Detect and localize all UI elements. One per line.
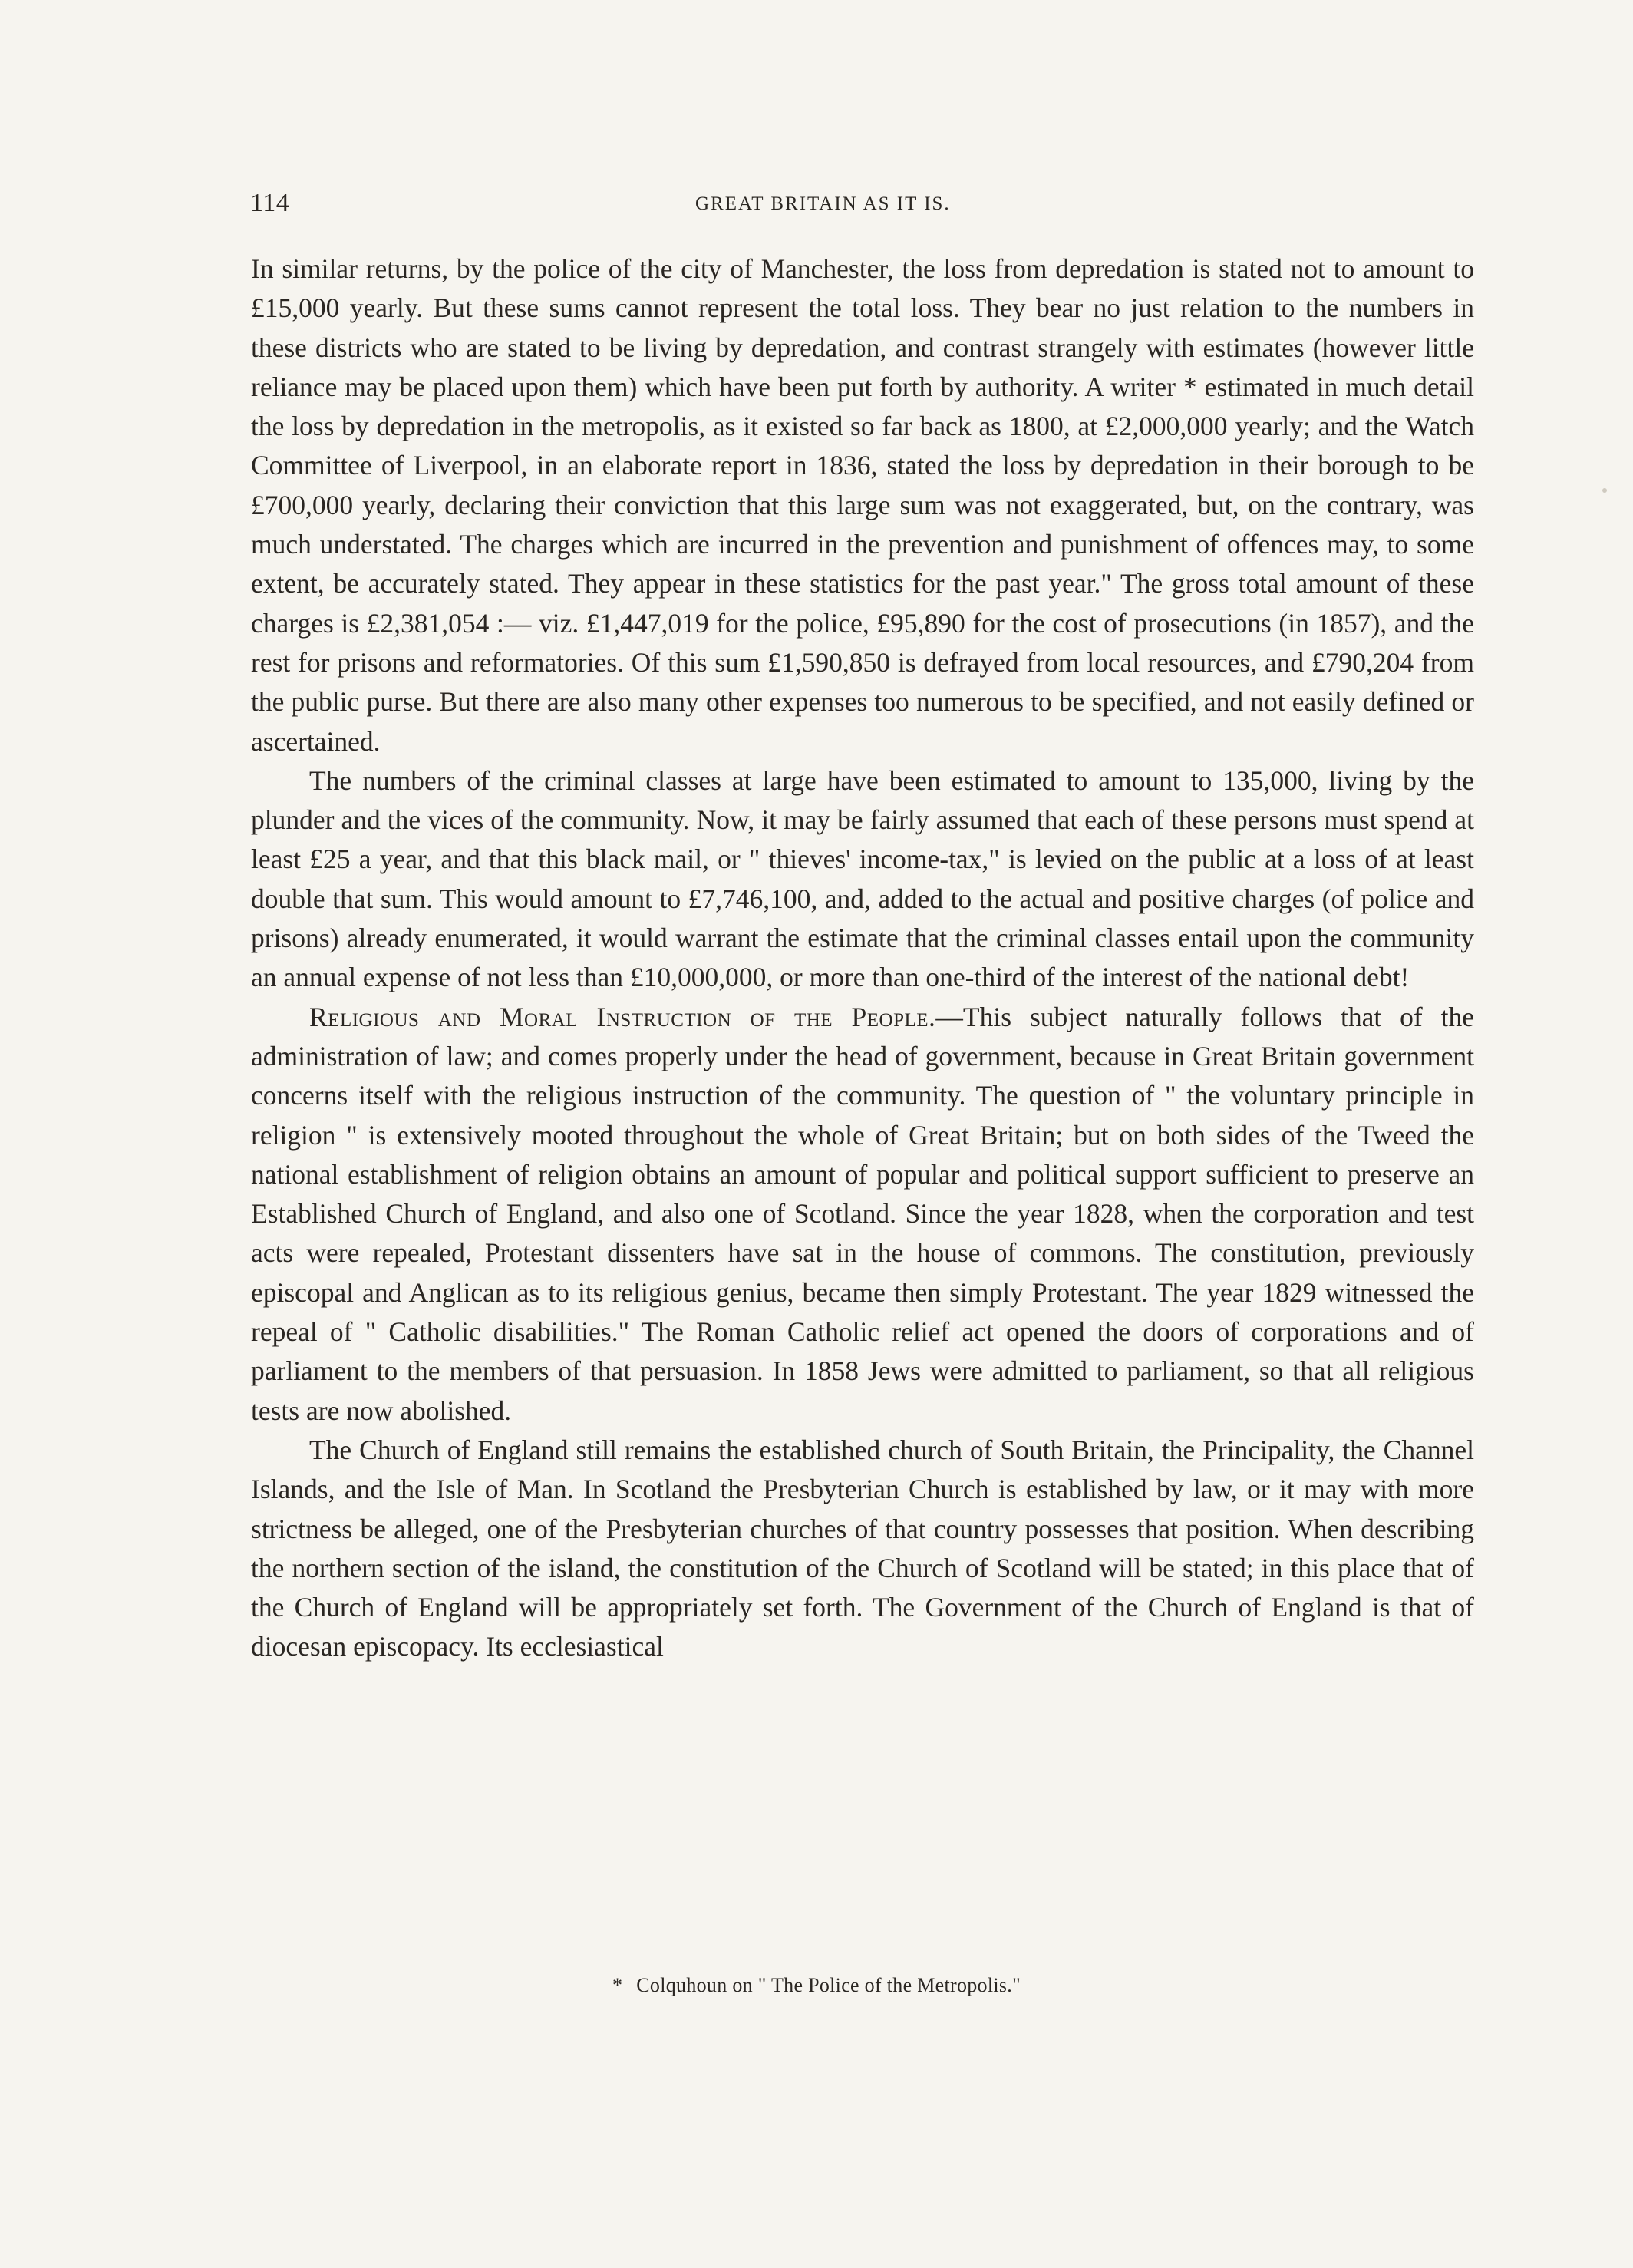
section-heading: Religious and Moral Instruction of the People. bbox=[309, 1001, 936, 1032]
page-number: 114 bbox=[250, 189, 290, 217]
paragraph-depredation-losses: In similar returns, by the police of the city of Manchester, the loss from depredation is stated not to amount to £15,000 yearly. But these sums cannot represent the total loss. They bear no just relation to the numbers in these districts who are stated to be living by depredation, and contrast strangely with estimates (however little reliance may be placed upon them) which have been put forth by authority. A writer * estimated in much detail the loss by depredation in the metropolis, as it existed so far back as 1800, at £2,000,000 yearly; and the Watch Committee of Liverpool, in an elaborate report in 1836, stated the loss by depredation in their borough to be £700,000 yearly, declaring their conviction that this large sum was not exaggerated, but, on the contrary, was much understated. The charges which are incurred in the prevention and punishment of offences may, to some extent, be accurately stated. They appear in these statistics for the past year." The gross total amount of these charges is £2,381,054 :— viz. £1,447,019 for the police, £95,890 for the cost of prosecutions (in 1857), and the rest for prisons and reformatories. Of this sum £1,590,850 is defrayed from local resources, and £790,204 from the public purse. But there are also many other expenses too numerous to be specified, and not easily defined or ascertained. bbox=[251, 253, 1474, 757]
running-title: GREAT BRITAIN AS IT IS. bbox=[695, 193, 951, 214]
paragraph-religious-instruction bbox=[251, 998, 1474, 1431]
paragraph-church-of-england: The Church of England still remains the established church of South Britain, the Principality, the Channel Islands, and the Isle of Man. In Scotland the Presbyterian Church is established by law, or it may with more strictness be alleged, one of the Presbyterian churches of that country possesses that position. When describing the northern section of the island, the constitution of the Church of Scotland will be stated; in this place that of the Church of England will be appropriately set forth. The Government of the Church of England is that of diocesan episcopacy. Its ecclesiastical bbox=[251, 1434, 1474, 1662]
paragraph-criminal-classes: The numbers of the criminal classes at large have been estimated to amount to 135,000, living by the plunder and the vices of the community. Now, it may be fairly assumed that each of these persons must spend at least £25 a year, and that this black mail, or " thieves' income-tax," is levied on the public at a loss of at least double that sum. This would amount to £7,746,100, and, added to the actual and positive charges (of police and prisons) already enumerated, it would warrant the estimate that the criminal classes entail upon the community an annual expense of not less than £10,000,000, or more than one-third of the interest of the national debt! bbox=[251, 764, 1474, 993]
footnote bbox=[0, 1974, 1633, 1997]
footnote-marker: * bbox=[612, 1974, 623, 1996]
footnote-text: Colquhoun on " The Police of the Metropolis." bbox=[636, 1974, 1021, 1996]
page-header bbox=[250, 189, 1478, 227]
paper-speck bbox=[1602, 488, 1607, 493]
paragraph-religious-instruction-text: —This subject naturally follows that of the administration of law; and comes properly under the head of government, because in Great Britain government concerns itself with the religious instruction of the community. The question of " the voluntary principle in religion " is extensively mooted throughout the whole of Great Britain; but on both sides of the Tweed the national establishment of religion obtains an amount of popular and political support sufficient to preserve an Established Church of England, and also one of Scotland. Since the year 1828, when the corporation and test acts were repealed, Protestant dissenters have sat in the house of commons. The constitution, previously episcopal and Anglican as to its religious genius, became then simply Protestant. The year 1829 witnessed the repeal of " Catholic disabilities." The Roman Catholic relief act opened the doors of corporations and of parliament to the members of that persuasion. In 1858 Jews were admitted to parliament, so that all religious tests are now abolished. bbox=[251, 1001, 1474, 1426]
body-text bbox=[251, 249, 1474, 1667]
